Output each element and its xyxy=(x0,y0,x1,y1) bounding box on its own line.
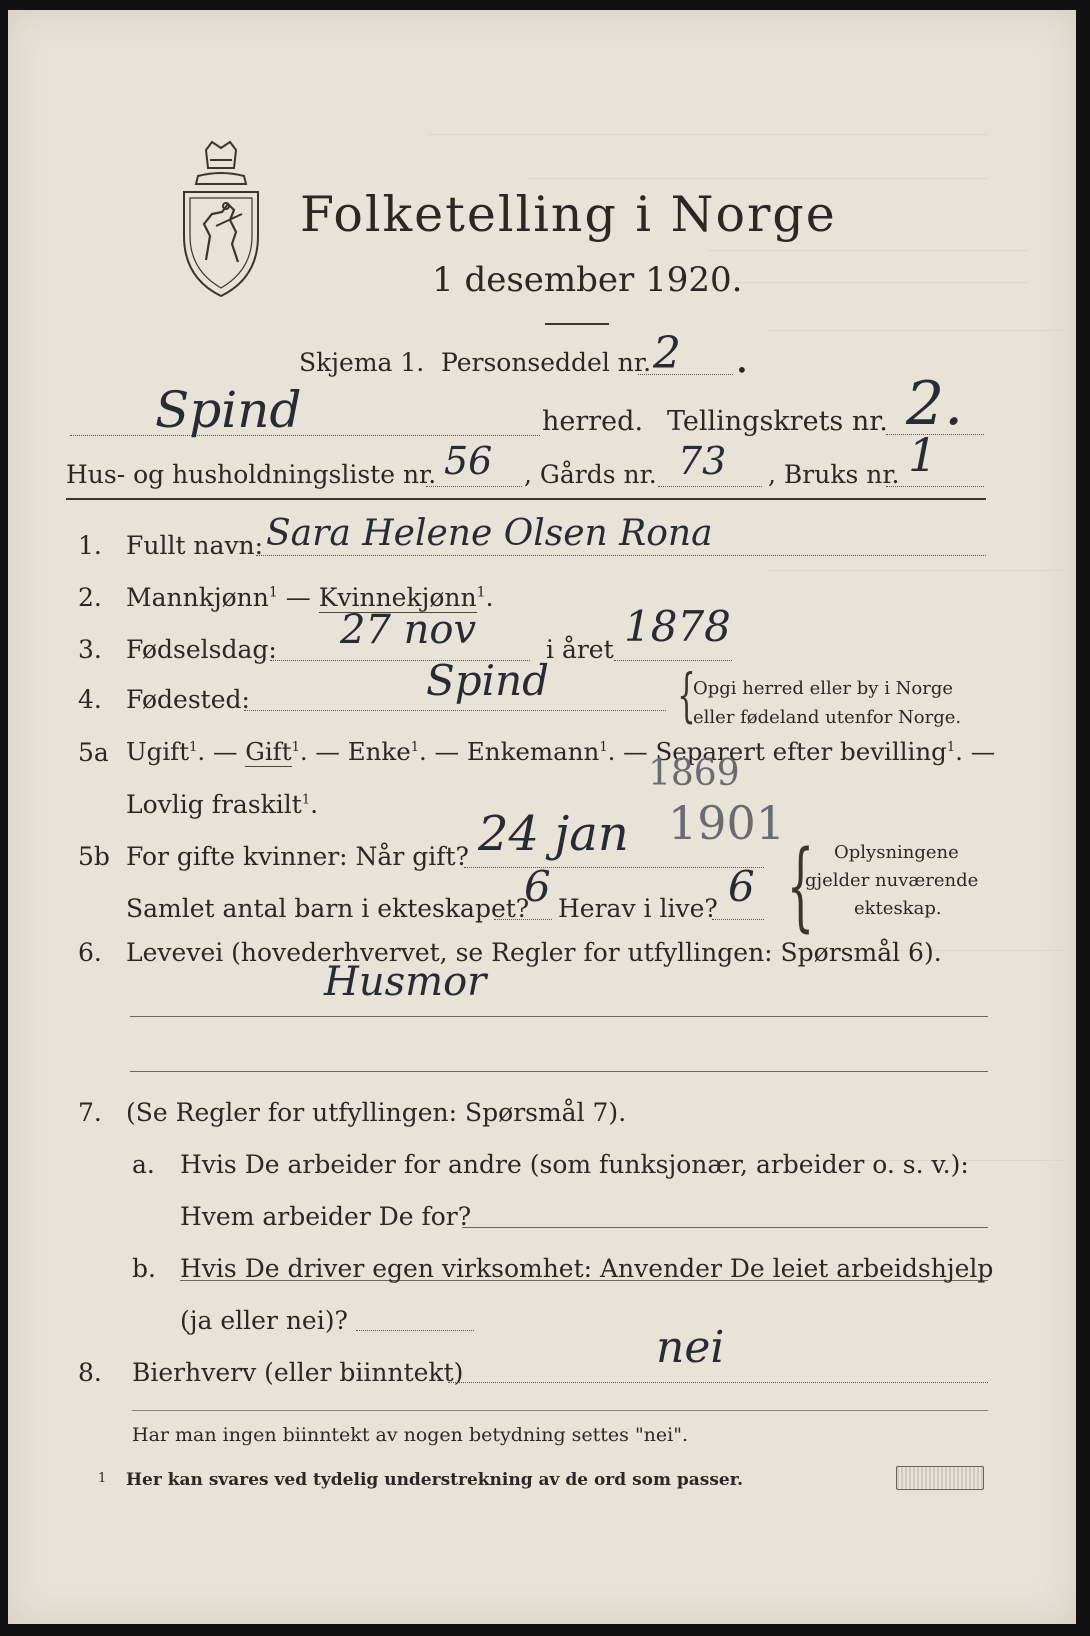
q5b-alive-line xyxy=(712,919,764,920)
census-form-page xyxy=(8,10,1076,1624)
q3-birth-year: 1878 xyxy=(624,602,731,651)
q5b-children-value: 6 xyxy=(524,862,551,911)
q3-year-label: i året xyxy=(546,635,614,664)
q6-line1 xyxy=(130,1016,988,1017)
q1-line xyxy=(256,555,986,556)
separator: — xyxy=(285,583,311,612)
q5b-married-line xyxy=(464,867,764,868)
q2-number: 2. xyxy=(78,583,102,612)
bierhverv-note: Har man ingen biinntekt av nogen betydning settes "nei". xyxy=(132,1424,689,1446)
title-divider xyxy=(545,323,609,325)
q2-options: Mannkjønn$^1$ — Kvinnekjønn$^1$. xyxy=(126,583,494,612)
q8-value: nei xyxy=(656,1322,725,1373)
hus-line xyxy=(426,486,522,487)
bruks-value: 1 xyxy=(908,428,938,482)
norway-coat-of-arms-icon xyxy=(176,140,266,300)
q5b-number: 5b xyxy=(78,842,110,871)
herred-value: Spind xyxy=(155,381,302,439)
q6-occupation: Husmor xyxy=(324,959,487,1005)
q7b-label: Hvis De driver egen virksomhet: Anvender De leiet arbeidshjelp xyxy=(180,1254,994,1283)
q3-label: Fødselsdag: xyxy=(126,635,277,664)
q6-label: Levevei (hovederhvervet, se Regler for utfyllingen: Spørsmål 6). xyxy=(126,938,942,967)
q1-number: 1. xyxy=(78,531,102,560)
q7b-number: b. xyxy=(132,1254,156,1283)
gards-value: 73 xyxy=(678,439,727,483)
q5b-married-date: 24 jan xyxy=(478,806,629,862)
option-separert[interactable]: Separert efter bevilling xyxy=(655,737,947,766)
q4-birthplace: Spind xyxy=(426,656,550,705)
q5b-children-label: Samlet antal barn i ekteskapet? xyxy=(126,894,530,923)
hus-value: 56 xyxy=(444,439,493,483)
census-date: 1 desember 1920. xyxy=(432,260,743,300)
ink-dot: • xyxy=(736,358,748,382)
q3-birth-day: 27 nov xyxy=(340,607,477,653)
tellingskrets-value: 2. xyxy=(906,369,964,439)
option-gift-underlined[interactable]: Gift xyxy=(245,737,292,766)
q5a-options: Ugift$^1$. — Gift$^1$. — Enke$^1$. — Enkemann$^1$. — Separert efter bevilling$^1$. — xyxy=(126,737,996,766)
q5a-line2: Lovlig fraskilt$^1$. xyxy=(126,790,319,819)
header-divider xyxy=(66,498,986,500)
q3-year-line xyxy=(614,660,732,661)
personseddel-label: Personseddel nr. xyxy=(441,348,652,377)
note-divider xyxy=(132,1410,988,1411)
q4-brace: { xyxy=(677,661,696,729)
q7a-line2-label: Hvem arbeider De for? xyxy=(180,1202,472,1231)
q4-note-line2: eller fødeland utenfor Norge. xyxy=(693,707,962,728)
bruks-label: , Bruks nr. xyxy=(768,460,900,489)
gards-label: , Gårds nr. xyxy=(524,460,657,489)
herred-label: herred. xyxy=(542,406,644,437)
q5b-children-line xyxy=(494,919,552,920)
option-lovlig-fraskilt[interactable]: Lovlig fraskilt xyxy=(126,790,302,819)
gards-line xyxy=(658,486,762,487)
q7-label: (Se Regler for utfyllingen: Spørsmål 7). xyxy=(126,1098,627,1127)
q5b-alive-value: 6 xyxy=(728,862,755,911)
bruks-line xyxy=(886,486,984,487)
q5b-label: For gifte kvinner: Når gift? xyxy=(126,842,469,871)
q5a-pencil-note: 1869 xyxy=(648,753,740,794)
q7-number: 7. xyxy=(78,1098,102,1127)
q1-label: Fullt navn: xyxy=(126,531,264,560)
option-enkemann[interactable]: Enkemann xyxy=(466,737,600,766)
q5b-note-line1: Oplysningene xyxy=(834,842,959,863)
q4-number: 4. xyxy=(78,685,102,714)
q7a-answer-line xyxy=(462,1227,988,1228)
printer-stamp xyxy=(896,1466,984,1490)
q8-line xyxy=(448,1382,988,1383)
q4-note-line1: Opgi herred eller by i Norge xyxy=(693,678,954,699)
q7a-number: a. xyxy=(132,1150,155,1179)
q1-full-name: Sara Helene Olsen Rona xyxy=(266,513,713,554)
q5b-alive-label: Herav i live? xyxy=(558,894,718,923)
option-mannkjonn[interactable]: Mannkjønn xyxy=(126,583,269,612)
q3-number: 3. xyxy=(78,635,102,664)
hus-label: Hus- og husholdningsliste nr. xyxy=(66,460,437,489)
q7a-label: Hvis De arbeider for andre (som funksjonær, arbeider o. s. v.): xyxy=(180,1150,969,1179)
q5a-number: 5a xyxy=(78,738,109,767)
q4-label: Fødested: xyxy=(126,685,250,714)
q5b-note-line3: ekteskap. xyxy=(854,898,942,919)
option-kvinnekjonn-underlined[interactable]: Kvinnekjønn xyxy=(318,583,477,612)
option-enke[interactable]: Enke xyxy=(347,737,411,766)
skjema-label: Skjema 1. xyxy=(299,348,425,377)
footnote-mark: 1 xyxy=(98,1471,107,1486)
footnote-text: Her kan svares ved tydelig understrekning av de ord som passer. xyxy=(126,1470,744,1490)
q6-number: 6. xyxy=(78,938,102,967)
q4-line xyxy=(244,710,666,711)
herred-line xyxy=(70,435,540,436)
q7b-line2-label: (ja eller nei)? xyxy=(180,1306,348,1335)
q7b-answer-line xyxy=(356,1330,474,1331)
q5b-married-year: 1901 xyxy=(668,796,786,850)
q5b-note-line2: gjelder nuværende xyxy=(805,870,979,891)
q6-line2 xyxy=(130,1071,988,1072)
form-title: Folketelling i Norge xyxy=(300,186,837,243)
q8-label: Bierhverv (eller biinntekt) xyxy=(132,1358,464,1387)
option-ugift[interactable]: Ugift xyxy=(126,737,190,766)
personseddel-number: 2 xyxy=(653,328,681,379)
tellingskrets-label: Tellingskrets nr. xyxy=(667,406,888,437)
q5b-brace: { xyxy=(786,830,815,942)
q8-number: 8. xyxy=(78,1358,102,1387)
